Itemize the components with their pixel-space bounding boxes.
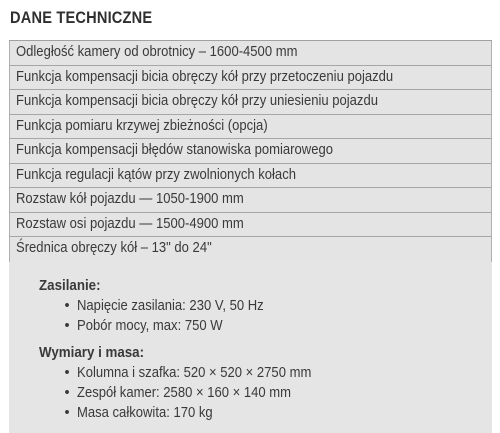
bullet-icon: • — [64, 298, 70, 314]
spec-row — [9, 164, 492, 189]
list-item — [39, 383, 492, 403]
dimensions-section — [9, 343, 492, 423]
spec-row-text: Rozstaw osi pojazdu — 1500-4900 mm — [16, 215, 244, 232]
list-item — [39, 403, 492, 423]
spec-row — [9, 213, 492, 238]
page-title: DANE TECHNICZNE — [10, 8, 153, 27]
power-heading: Zasilanie: — [39, 278, 101, 294]
bullet-icon: • — [64, 405, 70, 421]
dimensions-item-text: Kolumna i szafka: 520 × 520 × 2750 mm — [77, 365, 312, 381]
power-item-text: Napięcie zasilania: 230 V, 50 Hz — [77, 298, 264, 314]
spec-row — [9, 41, 492, 66]
spec-row — [9, 139, 492, 164]
list-item — [39, 296, 492, 316]
spec-row — [9, 66, 492, 91]
bullet-icon: • — [64, 318, 70, 334]
power-item-text: Pobór mocy, max: 750 W — [77, 318, 223, 334]
bullet-icon: • — [64, 365, 70, 381]
spec-row-text: Odległość kamery od obrotnicy – 1600-4500 mm — [16, 44, 298, 60]
dimensions-item-text: Masa całkowita: 170 kg — [77, 405, 213, 421]
spec-row-text: Średnica obręczy kół – 13" do 24" — [16, 240, 212, 256]
spec-row-text: Funkcja kompensacji bicia obręczy kół przy uniesieniu pojazdu — [16, 93, 378, 109]
power-section — [9, 276, 492, 336]
list-item — [39, 363, 492, 383]
list-item — [39, 316, 492, 336]
spec-row — [9, 90, 492, 115]
dimensions-item-text: Zespół kamer: 2580 × 160 × 140 mm — [77, 385, 292, 401]
spec-row-text: Funkcja pomiaru krzywej zbieżności (opcja) — [16, 117, 268, 134]
bullet-icon: • — [64, 385, 70, 401]
spec-row — [9, 115, 492, 140]
spec-panel — [9, 40, 492, 433]
spec-row — [9, 188, 492, 213]
spec-row-text: Funkcja kompensacji błędów stanowiska pomiarowego — [16, 142, 333, 158]
spec-row-text: Rozstaw kół pojazdu — 1050-1900 mm — [16, 191, 244, 207]
spec-row — [9, 237, 492, 262]
spec-row-text: Funkcja regulacji kątów przy zwolnionych kołach — [16, 166, 296, 183]
dimensions-heading: Wymiary i masa: — [39, 345, 145, 361]
spec-row-text: Funkcja kompensacji bicia obręczy kół przy przetoczeniu pojazdu — [16, 68, 394, 85]
